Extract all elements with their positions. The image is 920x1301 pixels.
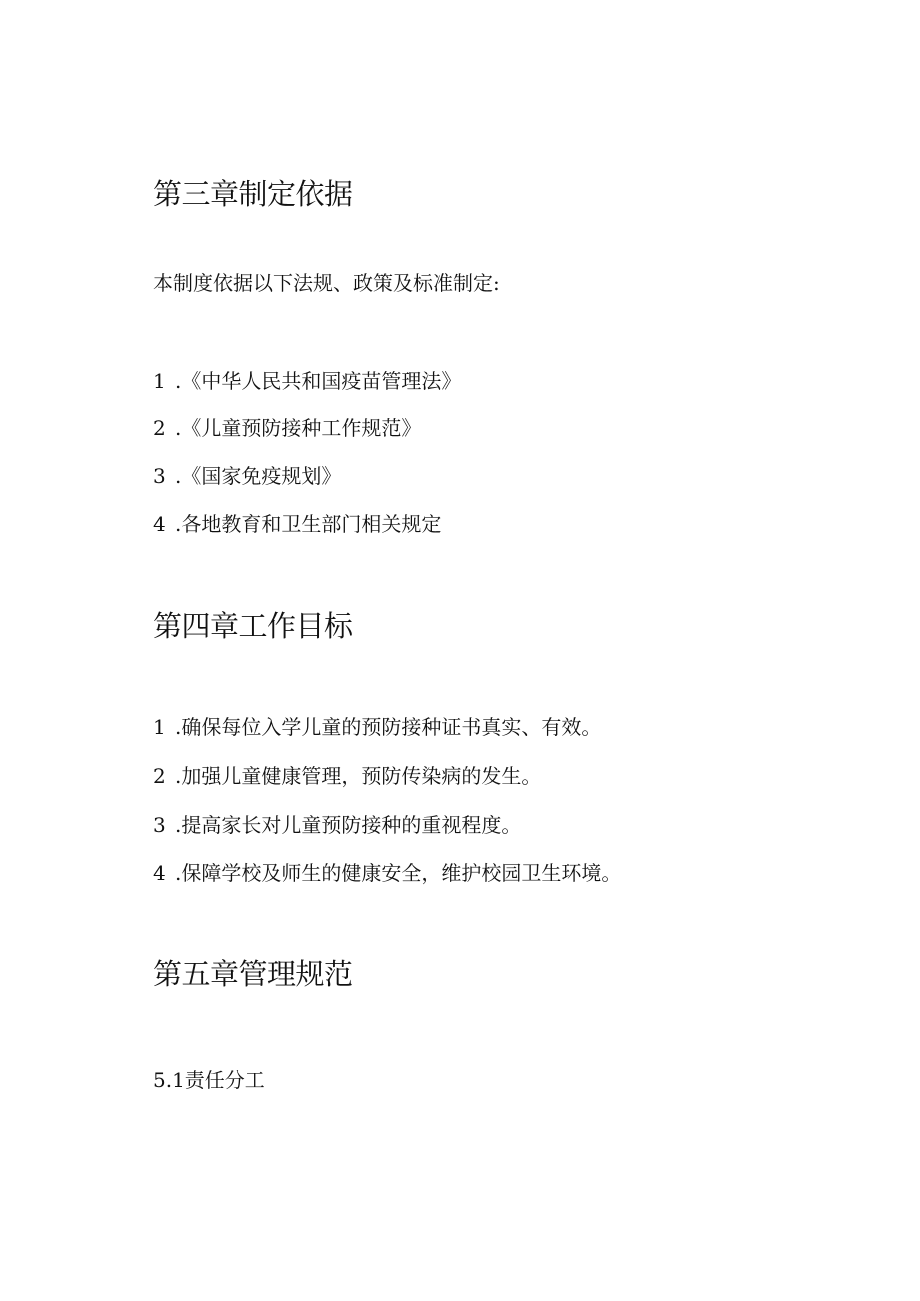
chapter-4-heading: 第四章工作目标	[153, 609, 353, 643]
list-item-text: .《儿童预防接种工作规范》	[175, 416, 422, 440]
list-item-text: .《国家免疫规划》	[175, 464, 342, 488]
list-item	[153, 762, 541, 790]
list-item-number: 1	[153, 369, 166, 393]
list-item-text: .《中华人民共和国疫苗管理法》	[175, 369, 462, 393]
list-item-text: .确保每位入学儿童的预防接种证书真实、有效。	[175, 715, 602, 739]
list-item	[153, 367, 461, 395]
list-item-number: 1	[153, 715, 166, 739]
list-item-number: 2	[153, 764, 166, 788]
section-heading: 5.1责任分工	[153, 1068, 265, 1092]
list-item-number: 4	[153, 861, 166, 885]
chapter-3-heading: 第三章制定依据	[153, 177, 353, 211]
list-item	[153, 811, 521, 839]
list-item	[153, 414, 421, 442]
list-item-number: 3	[153, 464, 166, 488]
list-item	[153, 859, 621, 887]
list-item	[153, 462, 341, 490]
list-item	[153, 713, 601, 741]
chapter-5-heading: 第五章管理规范	[153, 957, 353, 991]
list-item	[153, 510, 441, 538]
list-item-text: .提高家长对儿童预防接种的重视程度。	[175, 813, 522, 837]
list-item-text: .各地教育和卫生部门相关规定	[175, 512, 442, 536]
chapter-3-intro: 本制度依据以下法规、政策及标准制定:	[153, 271, 500, 295]
list-item-text: .加强儿童健康管理，预防传染病的发生。	[175, 764, 542, 788]
list-item-number: 2	[153, 416, 166, 440]
list-item-number: 4	[153, 512, 166, 536]
list-item-text: .保障学校及师生的健康安全，维护校园卫生环境。	[175, 861, 622, 885]
list-item-number: 3	[153, 813, 166, 837]
